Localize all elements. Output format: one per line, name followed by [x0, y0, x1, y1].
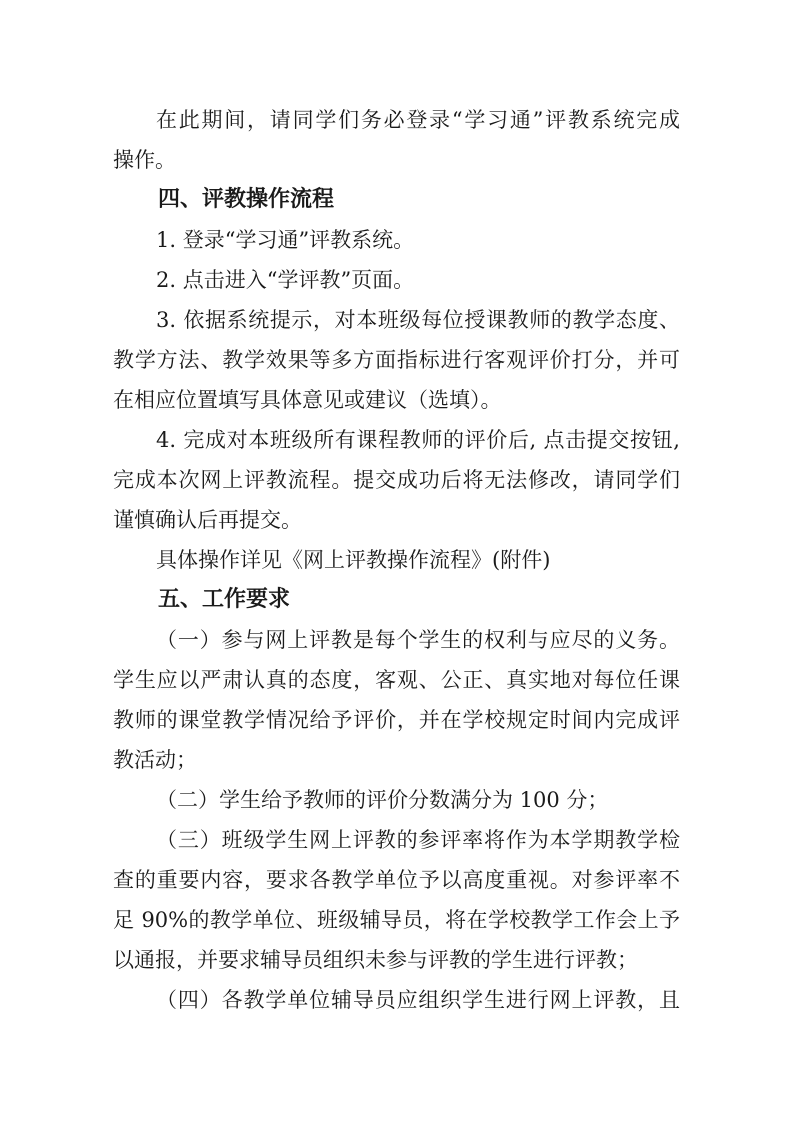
paragraph-line: 谨慎确认后再提交。: [113, 508, 302, 532]
paragraph-line: 足 90%的教学单位、班级辅导员，将在学校教学工作会上予: [113, 908, 680, 932]
list-item-1: 1. 登录“学习通”评教系统。: [156, 228, 415, 252]
section-heading-5: 五、工作要求: [158, 587, 291, 612]
list-item-2: 2. 点击进入“学评教”页面。: [156, 268, 415, 292]
requirement-item-2: （二）学生给予教师的评价分数满分为 100 分；: [156, 788, 609, 812]
paragraph-line: 完成本次网上评教流程。提交成功后将无法修改，请同学们: [113, 468, 680, 492]
paragraph-line: 教学方法、教学效果等多方面指标进行客观评价打分，并可: [113, 348, 680, 372]
list-item-4: 4. 完成对本班级所有课程教师的评价后, 点击提交按钮,: [156, 428, 680, 452]
paragraph-line: 查的重要内容，要求各教学单位予以高度重视。对参评率不: [113, 868, 680, 892]
paragraph-line: 以通报，并要求辅导员组织未参与评教的学生进行评教；: [113, 948, 638, 972]
attachment-note: 具体操作详见《网上评教操作流程》(附件): [156, 548, 551, 572]
list-item-3: 3. 依据系统提示，对本班级每位授课教师的教学态度、: [156, 308, 680, 332]
paragraph-line: 在相应位置填写具体意见或建议（选填）。: [113, 388, 502, 412]
paragraph-line: 在此期间，请同学们务必登录“学习通”评教系统完成: [156, 108, 680, 132]
requirement-item-3: （三）班级学生网上评教的参评率将作为本学期教学检: [156, 828, 680, 852]
paragraph-line: 操作。: [113, 148, 176, 172]
paragraph-line: 教活动；: [113, 748, 197, 772]
requirement-item-4: （四）各教学单位辅导员应组织学生进行网上评教，且: [156, 988, 680, 1012]
section-heading-4: 四、评教操作流程: [158, 187, 335, 212]
requirement-item-1: （一）参与网上评教是每个学生的权利与应尽的义务。: [156, 628, 680, 652]
paragraph-line: 学生应以严肃认真的态度，客观、公正、真实地对每位任课: [113, 668, 680, 692]
paragraph-line: 教师的课堂教学情况给予评价，并在学校规定时间内完成评: [113, 708, 680, 732]
